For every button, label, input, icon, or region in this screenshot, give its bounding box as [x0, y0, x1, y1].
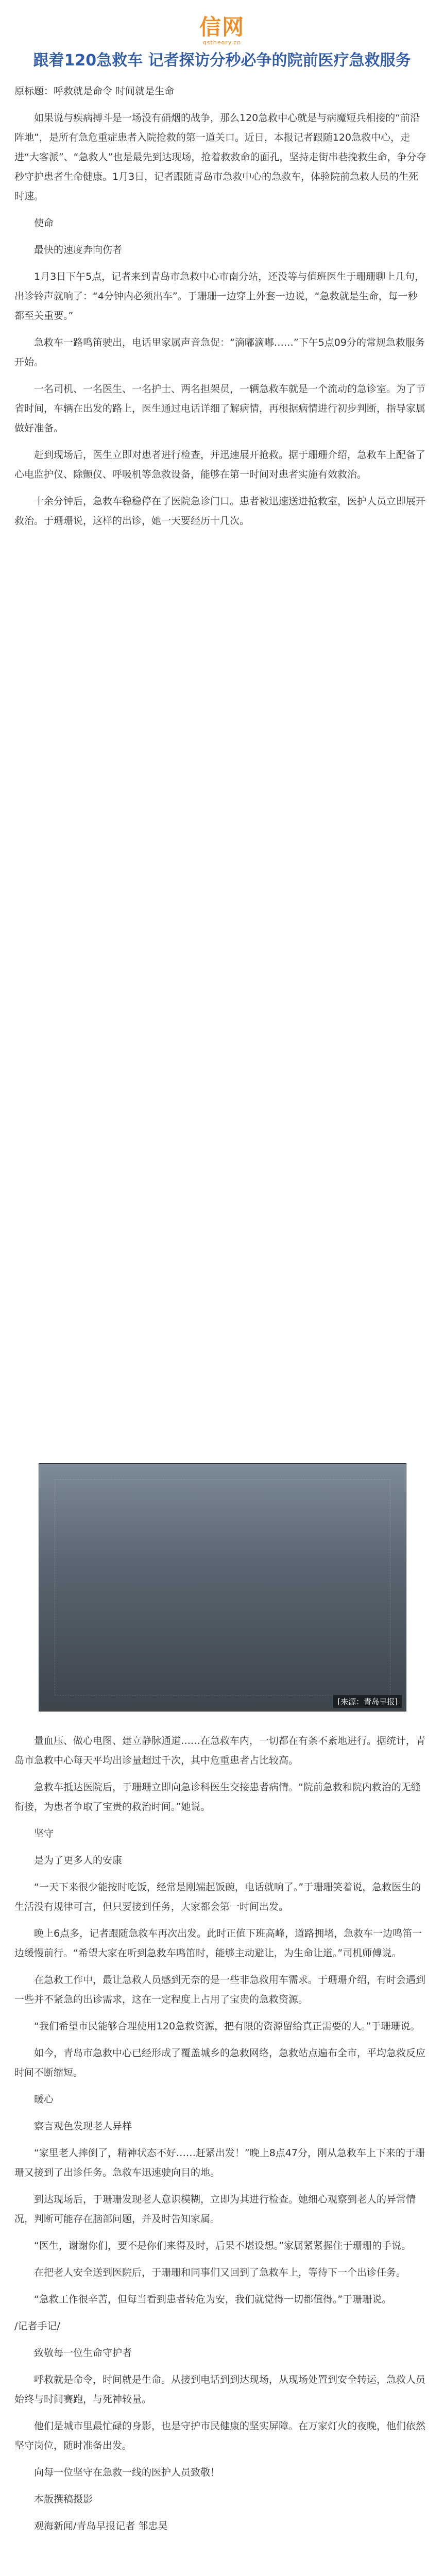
paragraph: 到达现场后，于珊珊发现老人意识模糊，立即为其进行检查。她细心观察到老人的异常情况，判断可能存在脑部问题，并及时告知家属。 [14, 2194, 416, 2225]
paragraph: “一天下来很少能按时吃饭，经常是刚端起饭碗，电话就响了。”于珊珊笑着说，急救医生的生活没有规律可言，但只要接到任务，大家都会第一时间出发。 [14, 1882, 421, 1912]
paragraph: 急救车抵达医院后，于珊珊立即向急诊科医生交接患者病情。“院前急救和院内救治的无缝衔接，为患者争取了宝贵的救治时间。”她说。 [14, 1782, 421, 1812]
paragraph: 原标题：呼救就是命令 时间就是生命 [14, 86, 175, 97]
article-body [14, 81, 426, 538]
paragraph: 量血压、做心电图、建立静脉通道……在急救车内，一切都在有条不紊地进行。据统计，青岛市急救中心每天平均出诊量超过千次，其中危重患者占比较高。 [14, 1735, 426, 1766]
paragraph: “我们希望市民能够合理使用120急救资源，把有限的资源留给真正需要的人。”于珊珊说。 [34, 2021, 420, 2032]
paragraph: 向每一位坚守在急救一线的医护人员致敬！ [34, 2467, 220, 2478]
article-title: 跟着120急救车 记者探访分秒必争的院前医疗急救服务 [33, 52, 411, 70]
credit-line: 本版撰稿摄影 [34, 2494, 93, 2505]
section-heading: 坚守 [34, 1828, 54, 1839]
paragraph: 呼救就是命令，时间就是生命。从接到电话到到达现场，从现场处置到安全转运，急救人员始终与时间赛跑，与死神较量。 [14, 2374, 426, 2405]
logo-domain: qstheory.cn [202, 39, 242, 46]
section-subheading: 察言观色发现老人异样 [34, 2121, 132, 2132]
section-note: /记者手记/ [14, 2320, 60, 2332]
paragraph: “医生，谢谢你们，要不是你们来得及时，后果不堪设想。”家属紧紧握住于珊珊的手说。 [34, 2240, 412, 2251]
section-subheading: 最快的速度奔向伤者 [34, 244, 123, 256]
paragraph: 急救车一路鸣笛驶出，电话里家属声音急促：“滴嘟滴嘟……”下午5点09分的常规急救服务开始。 [14, 337, 425, 368]
ambulance-photo [39, 1463, 406, 1711]
logo-mark: 信网 [199, 14, 245, 40]
paragraph: “急救工作很辛苦，但每当看到患者转危为安，我们就觉得一切都值得。”于珊珊说。 [34, 2294, 392, 2305]
section-heading: 使命 [34, 217, 54, 229]
paragraph: “家里老人摔倒了，精神状态不好……赶紧出发！”晚上8点47分，刚从急救车上下来的于珊珊又接到了出诊任务。急救车迅速驶向目的地。 [14, 2147, 425, 2178]
paragraph: 如今，青岛市急救中心已经形成了覆盖城乡的急救网络，急救站点遍布全市，平均急救反应时间不断缩短。 [14, 2047, 426, 2078]
paragraph: 在把老人安全送到医院后，于珊珊和同事们又回到了急救车上，等待下一个出诊任务。 [34, 2267, 406, 2278]
paragraph: 十余分钟后，急救车稳稳停在了医院急诊门口。患者被迅速送进抢救室，医护人员立即展开救治。于珊珊说，这样的出诊，她一天要经历十几次。 [14, 496, 426, 527]
section-heading: 致敬每一位生命守护者 [34, 2347, 132, 2359]
paragraph: 在急救工作中，最让急救人员感到无奈的是一些非急救用车需求。于珊珊介绍，有时会遇到一些并不紧急的出诊需求，这在一定程度上占用了宝贵的急救资源。 [14, 1974, 426, 2005]
section-subheading: 是为了更多人的安康 [34, 1855, 123, 1866]
credit-line: 观海新闻/青岛早报记者 邹忠昊 [34, 2520, 168, 2532]
site-logo[interactable] [199, 10, 245, 46]
photo-frame [55, 1479, 390, 1696]
section-heading: 暖心 [34, 2094, 54, 2105]
article-body-2 [14, 1731, 426, 2543]
paragraph: 赶到现场后，医生立即对患者进行检查，并迅速展开抢救。据于珊珊介绍，急救车上配备了心电监护仪、除颤仪、呼吸机等急救设备，能够在第一时间对患者实施有效救治。 [14, 449, 426, 480]
paragraph: 一名司机、一名医生、一名护士、两名担架员，一辆急救车就是一个流动的急诊室。为了节省时间，车辆在出发的路上，医生通过电话详细了解病情，再根据病情进行初步判断，指导家属做好准备。 [14, 383, 426, 434]
paragraph: 如果说与疾病搏斗是一场没有硝烟的战争，那么120急救中心就是与病魔短兵相接的“前沿阵地”，是所有急危重症患者入院抢救的第一道关口。近日，本报记者跟随120急救中心，走进“大客派”、“急救人”也是最先到达现场，抢着救救命的面孔，坚持走街串巷挽救生命，争分夺秒守护患者生命健康。1月3日，记者跟随青岛市急救中心的急救车，体验院前急救人员的生死时速。 [14, 112, 426, 202]
paragraph: 1月3日下午5点，记者来到青岛市急救中心市南分站，还没等与值班医生于珊珊聊上几句，出诊铃声就响了：“4分钟内必须出车”。于珊珊一边穿上外套一边说，“急救就是生命，每一秒都至关重要。” [14, 271, 425, 321]
paragraph: 晚上6点多，记者跟随急救车再次出发。此时正值下班高峰，道路拥堵，急救车一边鸣笛一边缓慢前行。“希望大家在听到急救车鸣笛时，能够主动避让，为生命让道。”司机师傅说。 [14, 1928, 422, 1959]
photo-source-label: [来源：青岛早报] [333, 1695, 402, 1708]
paragraph: 他们是城市里最忙碌的身影，也是守护市民健康的坚实屏障。在万家灯火的夜晚，他们依然坚守岗位，随时准备出发。 [14, 2420, 426, 2451]
